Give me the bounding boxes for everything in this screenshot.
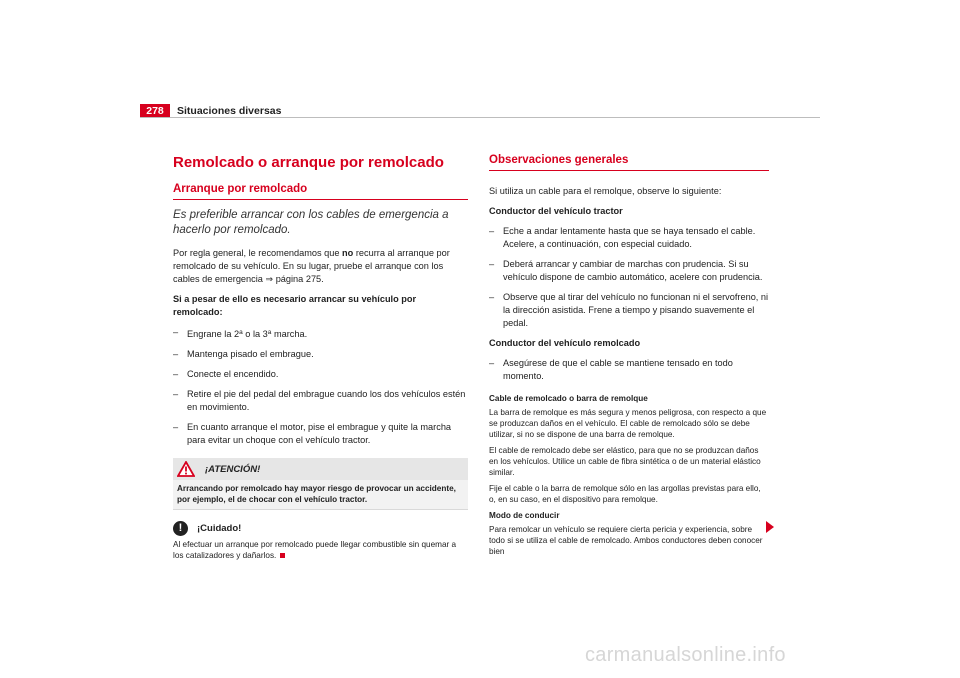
warning-triangle-icon [177, 461, 195, 477]
steps-heading: Si a pesar de ello es necesario arrancar su vehículo por remolcado: [173, 294, 417, 317]
warning-text: Arrancando por remolcado hay mayor riesgo de provocar un accidente, por ejemplo, el de chocar con el vehículo tractor. [173, 480, 468, 509]
step-text: marcha. [271, 329, 308, 339]
list-item: – Deberá arrancar y cambiar de marchas con prudencia. Si su vehículo dispone de cambio automático, acelere con prudencia. [489, 258, 769, 284]
watermark: carmanualsonline.info [585, 644, 786, 666]
end-marker-icon [280, 553, 285, 558]
continue-arrow-icon [766, 521, 774, 533]
page-number: 278 [140, 104, 170, 118]
warning-header [173, 458, 468, 480]
tractor-steps [489, 225, 769, 330]
ordinal-sup: a [267, 329, 272, 336]
tractor-heading: Conductor del vehículo tractor [489, 206, 623, 216]
list-item: – Observe que al tirar del vehículo no funcionan ni el servofreno, ni la dirección asistida. Frene a tiempo y pisando suavemente el pedal. [489, 291, 769, 330]
section-title: Situaciones diversas [177, 105, 282, 117]
list-item: – Retire el pie del pedal del embrague cuando los dos vehículos estén en movimiento. [173, 388, 468, 414]
warning-box [173, 458, 468, 510]
caution-header [173, 521, 468, 536]
cable-paragraph: La barra de remolque es más segura y menos peligrosa, con respecto a que se produzcan daños en el vehículo. El cable de remolcado sólo se debe utilizar, si no se dispone de una barra de remolque. [489, 408, 767, 439]
steps-list [173, 326, 468, 447]
step-text: Engrane la 2 [187, 329, 240, 339]
list-item: – Asegúrese de que el cable se mantiene tensado en todo momento. [489, 357, 769, 383]
intro-text: Es preferible arrancar con los cables de emergencia a hacerlo por remolcado. [173, 209, 449, 236]
driving-paragraph: Para remolcar un vehículo se requiere cierta pericia y experiencia, sobre todo si se utiliza el cable de remolcado. Ambos conductores deben conocer bien [489, 525, 763, 556]
cable-paragraph: El cable de remolcado debe ser elástico, para que no se produzcan daños en los vehículos. Utilice un cable de fibra sintética o de un material elástico similar. [489, 446, 761, 477]
main-title: Remolcado o arranque por remolcado [173, 154, 444, 171]
warning-title: ¡ATENCIÓN! [205, 463, 261, 475]
left-column [173, 153, 468, 561]
list-item: – Conecte el encendido. [173, 368, 468, 381]
subtitle-arranque: Arranque por remolcado [173, 182, 468, 200]
towed-heading: Conductor del vehículo remolcado [489, 338, 641, 348]
intro-text: Si utiliza un cable para el remolque, observe lo siguiente: [489, 186, 722, 196]
list-item: – Eche a andar lentamente hasta que se haya tensado el cable. Acelere, a continuación, con especial cuidado. [489, 225, 769, 251]
list-item: – Mantenga pisado el embrague. [173, 348, 468, 361]
cable-heading: Cable de remolcado o barra de remolque [489, 394, 648, 403]
list-item: – En cuanto arranque el motor, pise el embrague y quite la marcha para evitar un choque con el vehículo tractor. [173, 421, 468, 447]
para-text: recurra al arranque por remolcado de su vehículo. En su lugar, pruebe el arranque con los cables de emergencia ⇒ página 275. [173, 248, 450, 284]
caution-title: ¡Cuidado! [197, 523, 242, 534]
ordinal-sup: a [239, 329, 243, 336]
driving-heading: Modo de conducir [489, 511, 560, 520]
caution-body: Al efectuar un arranque por remolcado puede llegar combustible sin quemar a los catalizadores y dañarlos. [173, 540, 457, 560]
caution-text [173, 539, 468, 561]
paragraph-recommendation [173, 247, 468, 286]
para-emphasis: no [342, 248, 354, 258]
para-text: Por regla general, le recomendamos que [173, 248, 343, 258]
step-text: o la 3 [242, 329, 268, 339]
towed-steps [489, 357, 769, 383]
notes-section [489, 393, 769, 557]
caution-icon: ! [173, 521, 188, 536]
right-column [489, 153, 769, 562]
cable-paragraph: Fije el cable o la barra de remolque sólo en las argollas previstas para ello, o, en su caso, en el dispositivo para remolque. [489, 484, 761, 504]
list-item [173, 326, 468, 341]
subtitle-observaciones: Observaciones generales [489, 153, 769, 171]
header-rule [140, 117, 820, 118]
